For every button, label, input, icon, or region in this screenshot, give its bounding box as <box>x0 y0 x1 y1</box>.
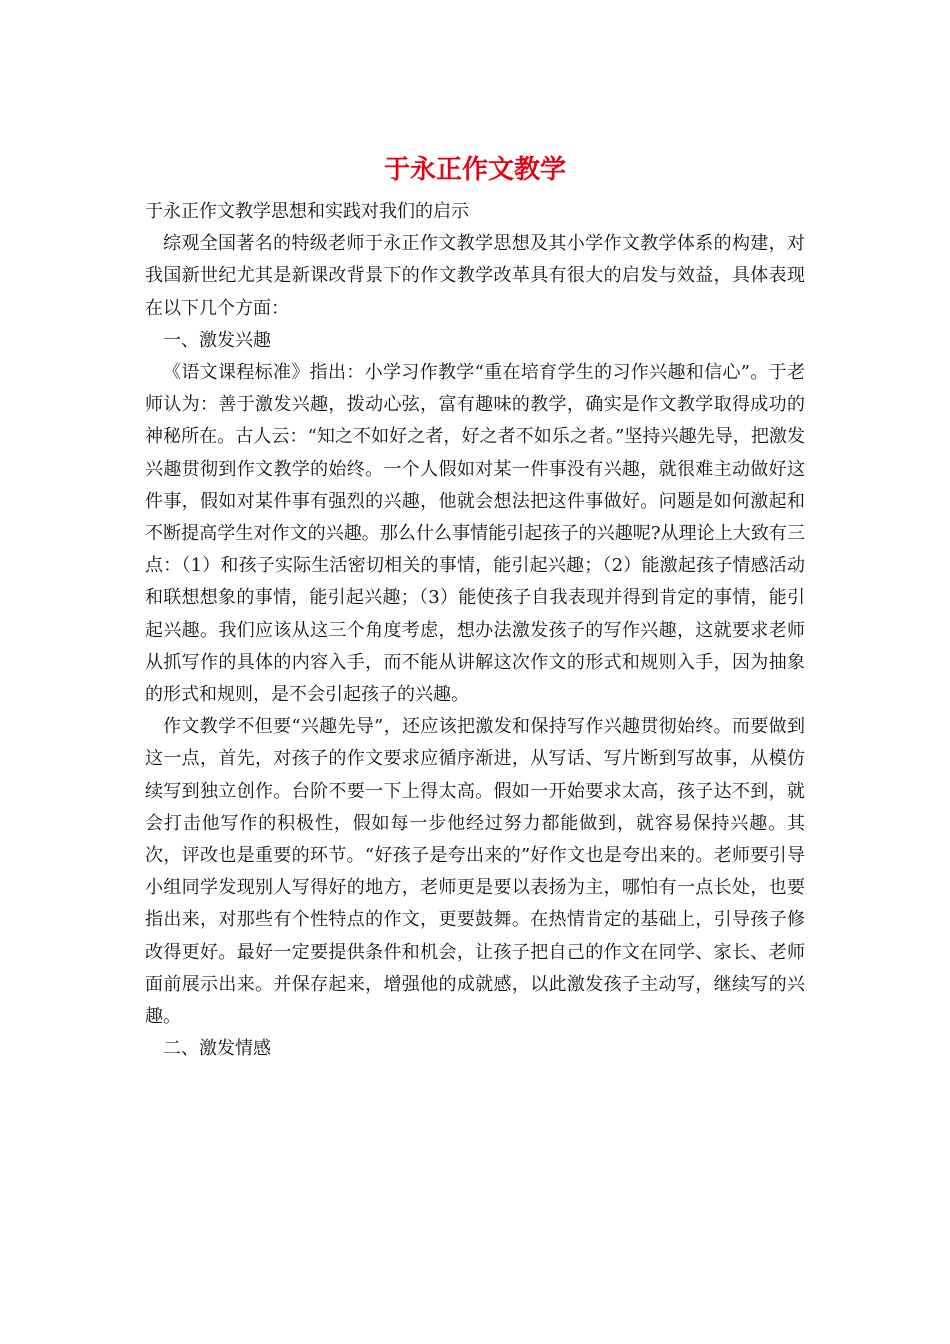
document-body <box>145 196 805 1065</box>
section-heading-emotion: 二、激发情感 <box>163 1038 271 1060</box>
document-subtitle: 于永正作文教学思想和实践对我们的启示 <box>145 201 469 222</box>
document-title: 于永正作文教学 <box>383 155 566 185</box>
intro-paragraph: 综观全国著名的特级老师于永正作文教学思想及其小学作文教学体系的构建，对我国新世纪尤其是新课改背景下的作文教学改革具有很大的启发与效益，具体表现在以下几个方面： <box>145 233 805 319</box>
section-interest-paragraph-1: 《语文课程标准》指出：小学习作教学“重在培育学生的习作兴趣和信心”。于老师认为：善于激发兴趣，拨动心弦，富有趣味的教学，确实是作文教学取得成功的神秘所在。古人云：“知之不如好之者，好之者不如乐之者。”坚持兴趣先导，把激发兴趣贯彻到作文教学的始终。一个人假如对某一件事没有兴趣，就很难主动做好这件事，假如对某件事有强烈的兴趣，他就会想法把这件事做好。问题是如何激起和不断提高学生对作文的兴趣。那么什么事情能引起孩子的兴趣呢?从理论上大致有三点：（1）和孩子实际生活密切相关的事情，能引起兴趣；（2）能激起孩子情感活动和联想想象的事情，能引起兴趣；（3）能使孩子自我表现并得到肯定的事情，能引起兴趣。我们应该从这三个角度考虑，想办法激发孩子的写作兴趣，这就要求老师从抓写作的具体的内容入手，而不能从讲解这次作文的形式和规则入手，因为抽象的形式和规则，是不会引起孩子的兴趣。 <box>145 362 805 706</box>
section-interest-paragraph-2: 作文教学不但要“兴趣先导”，还应该把激发和保持写作兴趣贯彻始终。而要做到这一点，首先，对孩子的作文要求应循序渐进，从写话、写片断到写故事，从模仿续写到独立创作。台阶不要一下上得太高。假如一开始要求太高，孩子达不到，就会打击他写作的积极性，假如每一步他经过努力都能做到，就容易保持兴趣。其次，评改也是重要的环节。“好孩子是夸出来的”好作文也是夸出来的。老师要引导小组同学发现别人写得好的地方，老师更是要以表扬为主，哪怕有一点长处，也要指出来，对那些有个性特点的作文，更要鼓舞。在热情肯定的基础上，引导孩子修改得更好。最好一定要提供条件和机会，让孩子把自己的作文在同学、家长、老师面前展示出来。并保存起来，增强他的成就感，以此激发孩子主动写，继续写的兴趣。 <box>145 716 805 1028</box>
section-heading-interest: 一、激发兴趣 <box>163 329 271 351</box>
